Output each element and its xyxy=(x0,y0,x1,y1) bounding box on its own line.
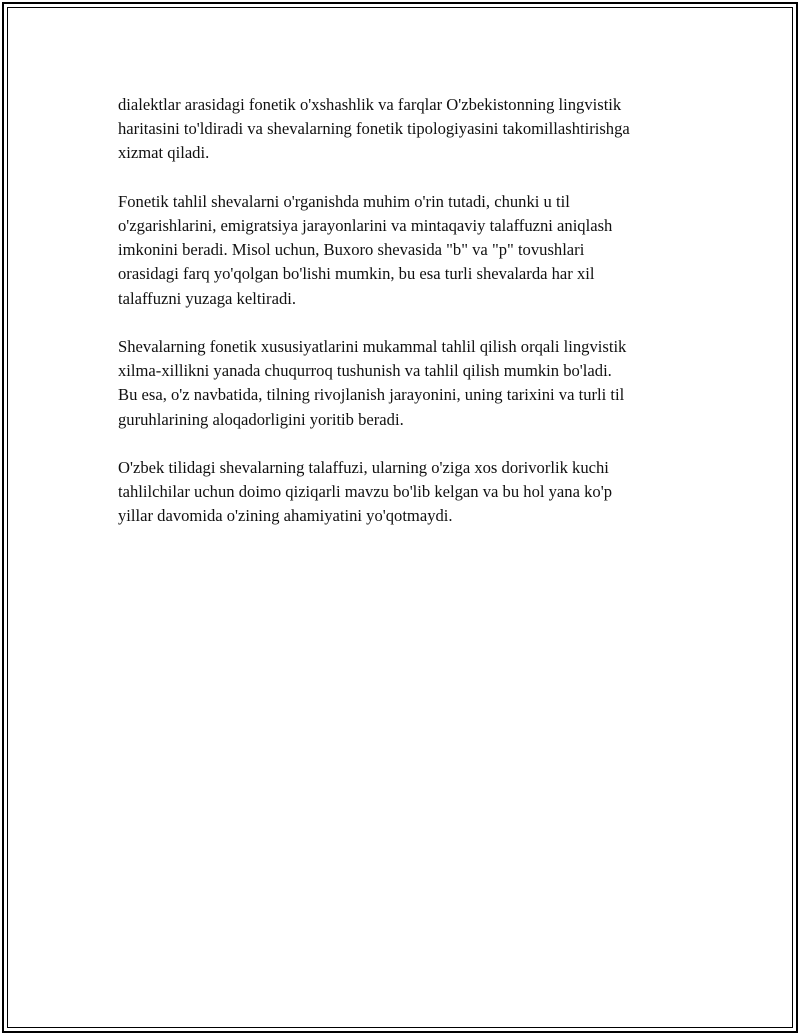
paragraph-2 xyxy=(118,190,698,311)
paragraph-3 xyxy=(118,335,698,432)
paragraph-line: yillar davomida o'zining ahamiyatini yo'qotmaydi. xyxy=(118,506,453,526)
paragraph-line: talaffuzni yuzaga keltiradi. xyxy=(118,288,296,308)
paragraph-line: tahlilchilar uchun doimo qiziqarli mavzu bo'lib kelgan va bu hol yana ko'p xyxy=(118,482,612,502)
paragraph-line: imkonini beradi. Misol uchun, Buxoro shevasida "b" va "p" tovushlari xyxy=(118,240,585,260)
document-body xyxy=(118,93,698,553)
paragraph-line: o'zgarishlarini, emigratsiya jarayonlarini va mintaqaviy talaffuzni aniqlash xyxy=(118,216,613,235)
paragraph-line: orasidagi farq yo'qolgan bo'lishi mumkin, bu esa turli shevalarda har xil xyxy=(118,264,595,284)
paragraph-line: Fonetik tahlil shevalarni o'rganishda muhim o'rin tutadi, chunki u til xyxy=(118,191,570,211)
paragraph-line: Bu esa, o'z navbatida, tilning rivojlanish jarayonini, uning tarixini va turli til xyxy=(118,385,625,405)
paragraph-line: Shevalarning fonetik xususiyatlarini mukammal tahlil qilish orqali lingvistik xyxy=(118,337,627,356)
paragraph-line: guruhlarining aloqadorligini yoritib beradi. xyxy=(118,409,404,429)
paragraph-line: dialektlar arasidagi fonetik o'xshashlik va farqlar O'zbekistonning lingvistik xyxy=(118,95,622,114)
paragraph-line: xilma-xillikni yanada chuqurroq tushunish va tahlil qilish mumkin bo'ladi. xyxy=(118,361,612,381)
paragraph-1 xyxy=(118,93,698,166)
paragraph-line: O'zbek tilidagi shevalarning talaffuzi, ularning o'ziga xos dorivorlik kuchi xyxy=(118,458,609,477)
paragraph-4 xyxy=(118,456,698,529)
paragraph-line: haritasini to'ldiradi va shevalarning fonetik tipologiyasini takomillashtirishga xyxy=(118,119,630,139)
paragraph-line: xizmat qiladi. xyxy=(118,143,210,163)
